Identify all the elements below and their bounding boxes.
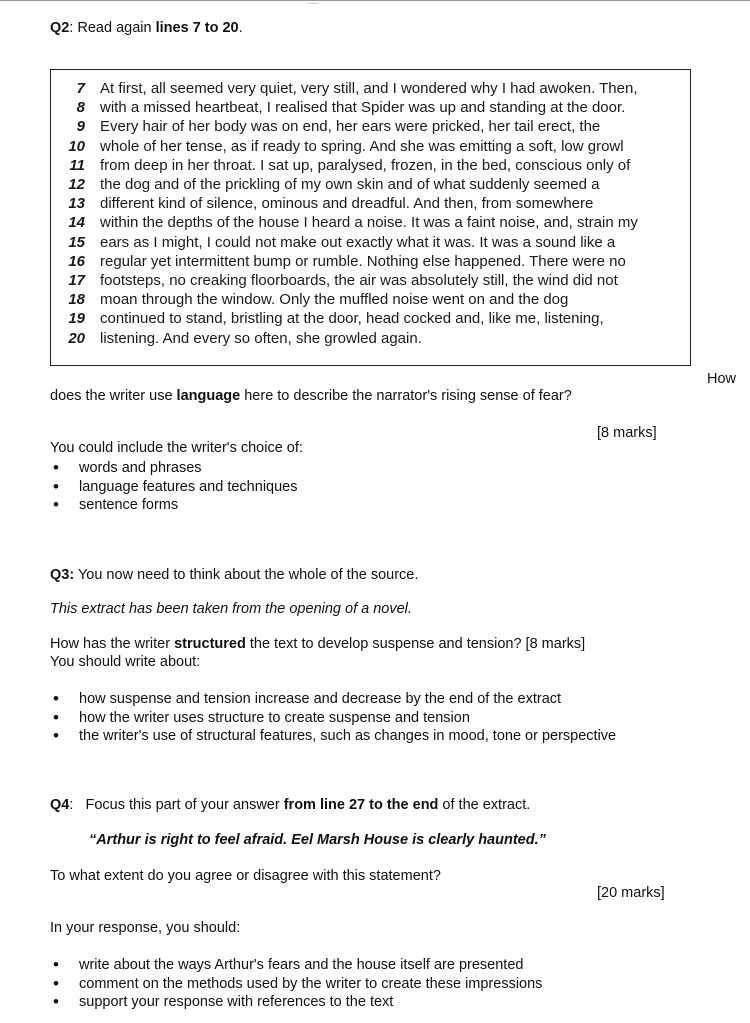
q3-heading: Q3: You now need to think about the whole of the source.: [50, 567, 419, 583]
q4-question: To what extent do you agree or disagree with this statement?: [50, 868, 441, 884]
q4-label: Q4: [50, 797, 70, 813]
q2-marks: [8 marks]: [597, 425, 657, 441]
q3-label: Q3:: [50, 567, 75, 583]
q3-question: How has the writer structured the text to develop suspense and tension? [8 marks]: [50, 636, 586, 652]
q4-response-intro: In your response, you should:: [50, 920, 241, 936]
q3-italic-note: This extract has been taken from the opening of a novel.: [50, 601, 412, 617]
q2-bullet-list: [50, 459, 297, 515]
q3-bullet-list: [50, 690, 616, 746]
list-item: • the writer's use of structural features, such as changes in mood, tone or perspective: [50, 727, 616, 746]
q2-label: Q2: [50, 20, 70, 36]
q4-heading: Q4: Focus this part of your answer from line 27 to the end of the extract.: [50, 797, 531, 813]
list-item: • language features and techniques: [50, 478, 297, 497]
q4-quote: “Arthur is right to feel afraid. Eel Marsh House is clearly haunted.”: [89, 832, 546, 848]
q3-write-about: You should write about:: [50, 654, 201, 670]
q2-include-intro: You could include the writer's choice of:: [50, 440, 303, 456]
q4-marks: [20 marks]: [597, 885, 665, 901]
list-item: • how suspense and tension increase and decrease by the end of the extract: [50, 690, 616, 709]
page-top-mark: [306, 0, 320, 4]
page-top-border: [0, 0, 750, 1]
q2-heading: Q2: Read again lines 7 to 20.: [50, 20, 243, 36]
list-item: • comment on the methods used by the writer to create these impressions: [50, 975, 542, 994]
list-item: • words and phrases: [50, 459, 297, 478]
extract-box: 7 At first, all seemed very quiet, very still, and I wondered why I had awoken. Then, 8 with a missed heartbeat, I realised that Spider was up and standing at the door. 9 Every hair of her body was on end, her ears were pricked, her tail erect, the 10 whole of her tense, as if ready to spring. And she was emitting a soft, low growl 11 from deep in her throat. I sat up, paralysed, frozen, in the bed, conscious only of 12 the dog and of the prickling of my own skin and of what suddenly seemed a 13 different kind of silence, ominous and dreadful. And then, from somewhere 14 within the depths of the house I heard a noise. It was a faint noise, and, strain my 15 ears as I might, I could not make out exactly what it was. It was a sound like a 16 regular yet intermittent bump or rumble. Nothing else happened. There were no 17 footsteps, no creaking floorboards, the air was absolutely still, the wind did not 18 moan through the window. Only the muffled noise went on and the dog 19 continued to stand, bristling at the door, head cocked and, like me, listening, 20 listening. And every so often, she growled again.: [50, 69, 691, 366]
q4-bullet-list: [50, 956, 542, 1012]
q2-question: does the writer use language here to describe the narrator's rising sense of fear?: [50, 388, 572, 404]
list-item: • write about the ways Arthur's fears and the house itself are presented: [50, 956, 542, 975]
list-item: • sentence forms: [50, 496, 297, 515]
list-item: • support your response with references to the text: [50, 993, 542, 1012]
q2-question-how: How: [707, 371, 737, 387]
list-item: • how the writer uses structure to create suspense and tension: [50, 709, 616, 728]
